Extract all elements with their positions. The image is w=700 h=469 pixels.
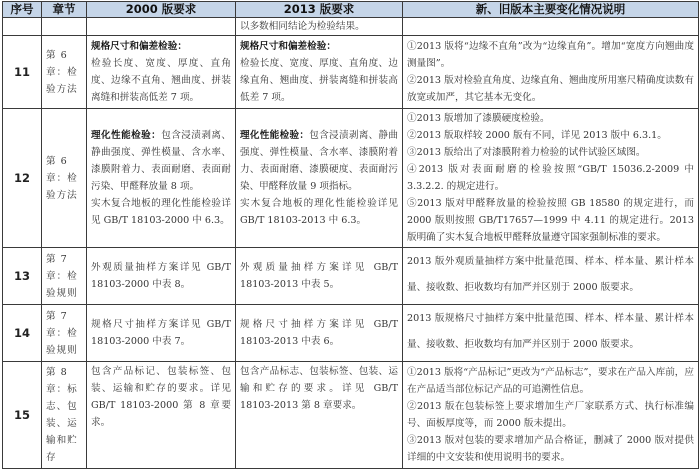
row-req2013 xyxy=(236,36,403,109)
row-chapter: 第 7 章：检验规则 xyxy=(42,305,87,362)
note-item: ②2013 版对检验直角度、边缘直角、翘曲度所用塞尺精确度读数有放宽或加严，其它基本无变化。 xyxy=(407,75,694,103)
row-notes xyxy=(403,36,699,109)
header-2013: 2013 版要求 xyxy=(236,2,403,18)
req2000-lead: 规格尺寸和偏差检验： xyxy=(91,41,187,52)
note-item: 2013 版规格尺寸抽样方案中批量范围、样本、样本量、累计样本量、接收数、拒收数均有加严并区别于 2000 版要求。 xyxy=(407,313,694,350)
cell-chapter xyxy=(42,18,87,36)
req2000-body: 检验长度、宽度、厚度、直角度、边缘不直角、翘曲度、拼装离缝和拼装高低差 7 项。 xyxy=(91,58,231,103)
table-row xyxy=(3,36,699,109)
continuation-row xyxy=(3,18,699,36)
note-item: 2013 版外观质量抽样方案中批量范围、样本、样本量、累计样本量、接收数、拒收数均有加严并区别于 2000 版要求。 xyxy=(407,256,694,293)
row-chapter: 第 6 章：检验方法 xyxy=(42,36,87,109)
table-row xyxy=(3,109,699,248)
note-item: ⑤2013 版对甲醛释放量的检验按照 GB 18580 的规定进行，而 2000 版则按照 GB/T17657—1999 中 4.11 的规定进行。2013 版明确了实木复合地板甲醛释放量遵守国家强制标准的要求。 xyxy=(407,198,694,243)
row-number: 14 xyxy=(3,305,42,362)
table-row xyxy=(3,248,699,305)
table-row xyxy=(3,362,699,469)
row-req2013: 规格尺寸抽样方案详见 GB/T 18103-2013 中表 6。 xyxy=(236,305,403,362)
req2013-body: 检验长度、宽度、厚度、直角度、边缘直角、翘曲度、拼装离缝和拼装高低差 7 项。 xyxy=(240,58,398,103)
row-req2013: 包含产品标志、包装标签、包装、运输和贮存的要求。详见 GB/T 18103-2013 第 8 章要求。 xyxy=(236,362,403,469)
row-number: 11 xyxy=(3,36,42,109)
row-req2000 xyxy=(87,36,236,109)
req2013-body: 包含浸渍剥离、静曲强度、弹性模量、含水率、漆膜附着力、表面耐磨、漆膜硬度、表面耐污染、甲醛释放量 9 项指标。 xyxy=(240,130,399,192)
row-req2000: 外观质量抽样方案详见 GB/T 18103-2000 中表 8。 xyxy=(87,248,236,305)
header-2000: 2000 版要求 xyxy=(87,2,236,18)
row-notes xyxy=(403,362,699,469)
table-row xyxy=(3,305,699,362)
row-number: 15 xyxy=(3,362,42,469)
row-chapter: 第 6 章：检验方法 xyxy=(42,109,87,248)
cell-req2013: 以多数相同结论为检验结果。 xyxy=(236,18,403,36)
row-chapter: 第 8 章：标志、包装、运输和贮存 xyxy=(42,362,87,469)
req2000-lead: 理化性能检验： xyxy=(91,130,162,141)
note-item: ③2013 版对包装的要求增加产品合格证，删减了 2000 版对提供详细的中文安装和使用说明书的要求。 xyxy=(407,435,694,463)
row-chapter: 第 7 章：检验规则 xyxy=(42,248,87,305)
header-chapter: 章节 xyxy=(42,2,87,18)
req2000-extra: 实木复合地板的理化性能检验详见 GB/T 18103-2000 中 6.3。 xyxy=(91,198,231,226)
cell-no xyxy=(3,18,42,36)
req2013-lead: 规格尺寸和偏差检验： xyxy=(240,41,336,52)
note-item: ①2013 版将“边缘不直角”改为“边缘直角”。增加“宽度方向翘曲度测量图”。 xyxy=(407,41,694,69)
row-req2000: 规格尺寸抽样方案详见 GB/T 18103-2000 中表 7。 xyxy=(87,305,236,362)
req2013-extra: 实木复合地板的理化性能检验详见 GB/T 18103-2013 中 6.3。 xyxy=(240,198,398,226)
cell-req2000 xyxy=(87,18,236,36)
note-item: ②2013 版在包装标签上要求增加生产厂家联系方式、执行标准编号、面板厚度等，而 2000 版未提出。 xyxy=(407,401,694,429)
header-row xyxy=(3,2,699,18)
cell-notes xyxy=(403,18,699,36)
standard-comparison-table xyxy=(2,1,699,469)
note-item: ①2013 版增加了漆膜硬度检验。 xyxy=(407,113,550,124)
header-no: 序号 xyxy=(3,2,42,18)
row-notes xyxy=(403,305,699,362)
row-req2013: 外观质量抽样方案详见 GB/T 18103-2013 中表 5。 xyxy=(236,248,403,305)
header-notes: 新、旧版本主要变化情况说明 xyxy=(403,2,699,18)
row-req2000: 包含产品标记、包装标签、包装、运输和贮存的要求。详见 GB/T 18103-2000 第 8 章要求。 xyxy=(87,362,236,469)
req2013-lead: 理化性能检验： xyxy=(240,130,310,141)
row-number: 13 xyxy=(3,248,42,305)
row-notes xyxy=(403,109,699,248)
note-item: ②2013 版取样较 2000 版有不同，详见 2013 版中 6.3.1。 xyxy=(407,130,667,141)
row-req2000 xyxy=(87,109,236,248)
note-item: ③2013 版给出了对漆膜附着力检验的试件试验区域图。 xyxy=(407,147,646,158)
note-item: ①2013 版将“产品标记”更改为“产品标志”，要求在产品入库前，应在产品适当部位标记产品的可追溯性信息。 xyxy=(407,367,694,395)
note-item: ④2013 版对表面耐磨的检验按照“GB/T 15036.2-2009 中 3.3.2.2. 的规定进行。 xyxy=(407,164,694,192)
row-notes xyxy=(403,248,699,305)
row-number: 12 xyxy=(3,109,42,248)
req2000-body: 包含浸渍剥离、静曲强度、弹性模量、含水率、漆膜附着力、表面耐磨、表面耐污染、甲醛释放量 8 项。 xyxy=(91,130,231,192)
row-req2013 xyxy=(236,109,403,248)
